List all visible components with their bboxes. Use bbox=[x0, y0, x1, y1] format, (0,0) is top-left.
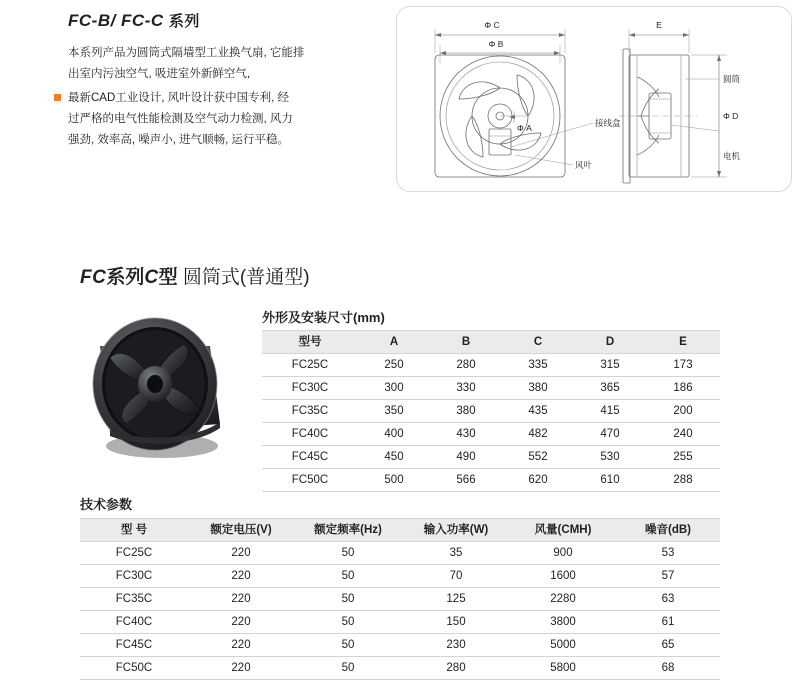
cell: 53 bbox=[616, 542, 720, 565]
cell: 300 bbox=[358, 377, 430, 400]
series-title-cn: 系列 bbox=[168, 13, 200, 30]
dim-label-phi-a: Φ A bbox=[517, 123, 532, 133]
cell: 400 bbox=[358, 423, 430, 446]
heading-c: C bbox=[144, 267, 159, 288]
cell: 530 bbox=[574, 446, 646, 469]
table-header-row bbox=[80, 519, 720, 542]
cell: 70 bbox=[402, 565, 510, 588]
dim-col-a: A bbox=[358, 331, 430, 354]
cell: 61 bbox=[616, 611, 720, 634]
cell: 50 bbox=[294, 634, 402, 657]
cell: 450 bbox=[358, 446, 430, 469]
bullet-square-icon bbox=[54, 94, 61, 101]
table-row bbox=[262, 354, 720, 377]
cell: 68 bbox=[616, 657, 720, 680]
cell: 220 bbox=[188, 588, 294, 611]
product-photo-svg bbox=[70, 306, 245, 471]
cell: 220 bbox=[188, 634, 294, 657]
cell: 435 bbox=[502, 400, 574, 423]
cell: 335 bbox=[502, 354, 574, 377]
label-junction-box: 接线盒 bbox=[595, 118, 621, 128]
cell: 35 bbox=[402, 542, 510, 565]
page-title bbox=[68, 10, 378, 31]
spec-col-model: 型 号 bbox=[80, 519, 188, 542]
cell: 220 bbox=[188, 565, 294, 588]
cell: FC35C bbox=[80, 588, 188, 611]
cell: 315 bbox=[574, 354, 646, 377]
cell: 2280 bbox=[510, 588, 616, 611]
table-row bbox=[262, 423, 720, 446]
product-intro-block bbox=[68, 10, 378, 151]
cell: 186 bbox=[646, 377, 720, 400]
cell: 200 bbox=[646, 400, 720, 423]
cell: 125 bbox=[402, 588, 510, 611]
intro-bullet-paragraph bbox=[68, 88, 378, 152]
cell: 240 bbox=[646, 423, 720, 446]
cell: 63 bbox=[616, 588, 720, 611]
spec-col-power: 输入功率(W) bbox=[402, 519, 510, 542]
cell: 173 bbox=[646, 354, 720, 377]
cell: 220 bbox=[188, 657, 294, 680]
intro-paragraph bbox=[68, 43, 378, 86]
cell: 380 bbox=[502, 377, 574, 400]
table-row bbox=[80, 634, 720, 657]
dim-col-b: B bbox=[430, 331, 502, 354]
cell: 5000 bbox=[510, 634, 616, 657]
heading-series: 系列 bbox=[106, 267, 145, 288]
spec-table-title: 技术参数 bbox=[80, 497, 133, 512]
dimension-table bbox=[262, 330, 720, 492]
cell: 430 bbox=[430, 423, 502, 446]
table-row bbox=[80, 611, 720, 634]
cell: 365 bbox=[574, 377, 646, 400]
spec-col-voltage: 额定电压(V) bbox=[188, 519, 294, 542]
table-row bbox=[80, 657, 720, 680]
table-row bbox=[80, 588, 720, 611]
cell: FC45C bbox=[262, 446, 358, 469]
cell: 470 bbox=[574, 423, 646, 446]
dimension-table-title: 外形及安装尺寸(mm) bbox=[262, 310, 385, 325]
cell: 288 bbox=[646, 469, 720, 492]
technical-drawing-panel bbox=[396, 6, 792, 192]
cell: 1600 bbox=[510, 565, 616, 588]
cell: 150 bbox=[402, 611, 510, 634]
heading-fc: FC bbox=[80, 267, 107, 288]
heading-suffix: 圆筒式(普通型) bbox=[182, 267, 310, 288]
table-row bbox=[80, 565, 720, 588]
table-row bbox=[80, 542, 720, 565]
table-row bbox=[262, 469, 720, 492]
dim-label-phi-d: Φ D bbox=[723, 111, 739, 121]
intro-bullet-line-3: 强劲, 效率高, 噪声小, 进气顺畅, 运行平稳。 bbox=[68, 134, 290, 147]
cell: 482 bbox=[502, 423, 574, 446]
intro-line-1: 本系列产品为圆筒式隔墙型工业换气扇, 它能排 bbox=[68, 47, 305, 59]
cell: FC30C bbox=[80, 565, 188, 588]
cell: 490 bbox=[430, 446, 502, 469]
label-motor: 电机 bbox=[723, 151, 741, 161]
cell: 50 bbox=[294, 588, 402, 611]
cell: 230 bbox=[402, 634, 510, 657]
intro-bullet-line-1: 最新CAD工业设计, 风叶设计获中国专利, 经 bbox=[68, 91, 290, 104]
cell: 50 bbox=[294, 542, 402, 565]
cell: 350 bbox=[358, 400, 430, 423]
technical-drawing-svg bbox=[397, 7, 789, 189]
cell: 50 bbox=[294, 657, 402, 680]
cell: 415 bbox=[574, 400, 646, 423]
section-heading bbox=[80, 262, 310, 289]
product-photo bbox=[70, 306, 245, 471]
dim-col-d: D bbox=[574, 331, 646, 354]
cell: 50 bbox=[294, 565, 402, 588]
cell: 500 bbox=[358, 469, 430, 492]
cell: FC35C bbox=[262, 400, 358, 423]
cell: FC25C bbox=[80, 542, 188, 565]
spec-col-frequency: 额定频率(Hz) bbox=[294, 519, 402, 542]
dim-label-e: E bbox=[656, 20, 662, 30]
cell: FC45C bbox=[80, 634, 188, 657]
cell: 610 bbox=[574, 469, 646, 492]
table-header-row bbox=[262, 331, 720, 354]
label-shell: 圆筒 bbox=[723, 74, 741, 84]
cell: 280 bbox=[402, 657, 510, 680]
cell: 280 bbox=[430, 354, 502, 377]
cell: 255 bbox=[646, 446, 720, 469]
cell: FC50C bbox=[80, 657, 188, 680]
table-row bbox=[262, 377, 720, 400]
cell: 3800 bbox=[510, 611, 616, 634]
cell: FC50C bbox=[262, 469, 358, 492]
label-blade: 风叶 bbox=[575, 160, 593, 170]
spec-col-airflow: 风量(CMH) bbox=[510, 519, 616, 542]
intro-bullet-line-2: 过严格的电气性能检测及空气动力检测, 风力 bbox=[68, 112, 293, 125]
cell: 380 bbox=[430, 400, 502, 423]
heading-type: 型 bbox=[158, 267, 178, 288]
table-row bbox=[262, 446, 720, 469]
cell: 57 bbox=[616, 565, 720, 588]
cell: 620 bbox=[502, 469, 574, 492]
cell: 5800 bbox=[510, 657, 616, 680]
series-title-latin: FC-B/ FC-C bbox=[68, 11, 164, 30]
intro-line-2: 出室内污浊空气, 吸进室外新鲜空气, bbox=[68, 68, 251, 81]
cell: FC40C bbox=[80, 611, 188, 634]
cell: 900 bbox=[510, 542, 616, 565]
dim-col-c: C bbox=[502, 331, 574, 354]
cell: FC25C bbox=[262, 354, 358, 377]
cell: 330 bbox=[430, 377, 502, 400]
cell: 250 bbox=[358, 354, 430, 377]
cell: 65 bbox=[616, 634, 720, 657]
cell: 566 bbox=[430, 469, 502, 492]
cell: FC40C bbox=[262, 423, 358, 446]
dim-col-e: E bbox=[646, 331, 720, 354]
cell: 220 bbox=[188, 611, 294, 634]
spec-table bbox=[80, 518, 720, 680]
dim-label-phi-b: Φ B bbox=[488, 39, 504, 49]
dim-col-model: 型号 bbox=[262, 331, 358, 354]
spec-col-noise: 噪音(dB) bbox=[616, 519, 720, 542]
dim-label-phi-c: Φ C bbox=[484, 20, 500, 30]
cell: 552 bbox=[502, 446, 574, 469]
cell: FC30C bbox=[262, 377, 358, 400]
cell: 50 bbox=[294, 611, 402, 634]
cell: 220 bbox=[188, 542, 294, 565]
table-row bbox=[262, 400, 720, 423]
